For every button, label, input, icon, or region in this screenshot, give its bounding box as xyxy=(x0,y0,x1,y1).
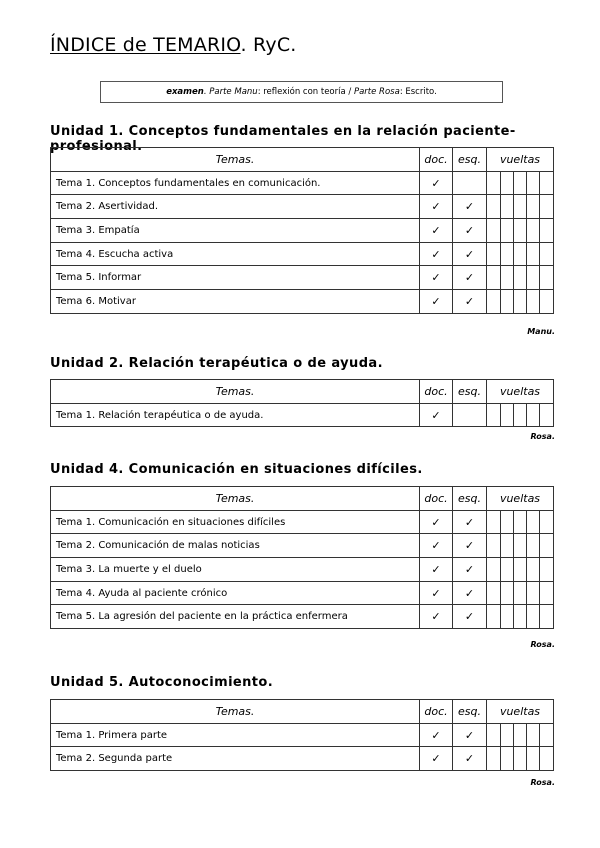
doc-check-cell: ✓ xyxy=(420,266,453,290)
table-row xyxy=(51,266,554,290)
doc-check-cell: ✓ xyxy=(420,534,453,558)
vuelta-cell xyxy=(487,290,501,314)
col-header-vueltas: vueltas xyxy=(487,487,554,511)
vuelta-cell xyxy=(527,558,540,582)
col-header-temas: Temas. xyxy=(51,148,420,172)
vuelta-cell xyxy=(487,581,501,605)
vuelta-cell xyxy=(487,558,501,582)
table-row xyxy=(51,558,554,582)
vuelta-cell xyxy=(527,581,540,605)
esq-check-cell: ✓ xyxy=(453,195,487,219)
vuelta-cell xyxy=(501,290,514,314)
vuelta-cell xyxy=(527,534,540,558)
topic-cell: Tema 3. La muerte y el duelo xyxy=(51,558,420,582)
topic-cell: Tema 5. Informar xyxy=(51,266,420,290)
esq-check-cell: ✓ xyxy=(453,510,487,534)
table-row xyxy=(51,534,554,558)
vuelta-cell xyxy=(487,219,501,243)
exam-sep: . xyxy=(203,87,210,97)
exam-manu-desc: : reflexión con teoría / xyxy=(257,87,354,97)
unit-author: Rosa. xyxy=(530,432,555,441)
table-row xyxy=(51,290,554,314)
col-header-esq: esq. xyxy=(453,148,487,172)
vuelta-cell xyxy=(487,171,501,195)
esq-check-cell: ✓ xyxy=(453,558,487,582)
table-row xyxy=(51,242,554,266)
vuelta-cell xyxy=(540,290,554,314)
unit-author: Rosa. xyxy=(530,778,555,787)
vuelta-cell xyxy=(527,510,540,534)
vuelta-cell xyxy=(501,605,514,629)
vuelta-cell xyxy=(540,510,554,534)
vuelta-cell xyxy=(540,403,554,427)
exam-rosa-desc: : Escrito. xyxy=(399,87,437,97)
topic-cell: Tema 2. Segunda parte xyxy=(51,747,420,771)
doc-check-cell: ✓ xyxy=(420,605,453,629)
doc-check-cell: ✓ xyxy=(420,581,453,605)
vuelta-cell xyxy=(540,534,554,558)
table-header-row xyxy=(51,380,554,404)
vuelta-cell xyxy=(540,723,554,747)
col-header-vueltas: vueltas xyxy=(487,700,554,724)
unit-title: Unidad 5. Autoconocimiento. xyxy=(50,675,274,690)
esq-check-cell: ✓ xyxy=(453,266,487,290)
esq-check-cell: ✓ xyxy=(453,581,487,605)
topic-cell: Tema 4. Ayuda al paciente crónico xyxy=(51,581,420,605)
col-header-temas: Temas. xyxy=(51,487,420,511)
vuelta-cell xyxy=(487,195,501,219)
vuelta-cell xyxy=(514,723,527,747)
vuelta-cell xyxy=(514,558,527,582)
vuelta-cell xyxy=(487,242,501,266)
vuelta-cell xyxy=(540,558,554,582)
table-header-row xyxy=(51,700,554,724)
vuelta-cell xyxy=(501,510,514,534)
vuelta-cell xyxy=(540,195,554,219)
vuelta-cell xyxy=(487,723,501,747)
table-header-row xyxy=(51,487,554,511)
unit-title: Unidad 1. Conceptos fundamentales en la relación paciente-profesional. xyxy=(50,124,516,154)
unit-title: Unidad 2. Relación terapéutica o de ayuda. xyxy=(50,356,383,371)
esq-check-cell: ✓ xyxy=(453,219,487,243)
doc-check-cell: ✓ xyxy=(420,242,453,266)
vuelta-cell xyxy=(514,171,527,195)
vuelta-cell xyxy=(514,242,527,266)
col-header-temas: Temas. xyxy=(51,380,420,404)
vuelta-cell xyxy=(527,747,540,771)
exam-note xyxy=(100,81,503,103)
col-header-doc: doc. xyxy=(420,148,453,172)
vuelta-cell xyxy=(501,534,514,558)
vuelta-cell xyxy=(540,747,554,771)
topic-cell: Tema 5. La agresión del paciente en la práctica enfermera xyxy=(51,605,420,629)
table-row xyxy=(51,403,554,427)
table-row xyxy=(51,605,554,629)
vuelta-cell xyxy=(540,242,554,266)
doc-check-cell: ✓ xyxy=(420,290,453,314)
vuelta-cell xyxy=(487,510,501,534)
vuelta-cell xyxy=(527,266,540,290)
vuelta-cell xyxy=(514,534,527,558)
vuelta-cell xyxy=(527,219,540,243)
unit-author: Manu. xyxy=(527,327,555,336)
vuelta-cell xyxy=(487,605,501,629)
vuelta-cell xyxy=(540,171,554,195)
vuelta-cell xyxy=(501,403,514,427)
vuelta-cell xyxy=(501,242,514,266)
table-row xyxy=(51,581,554,605)
unit-title: Unidad 4. Comunicación en situaciones difíciles. xyxy=(50,462,423,477)
vuelta-cell xyxy=(501,219,514,243)
exam-label: examen xyxy=(166,87,204,97)
vuelta-cell xyxy=(514,290,527,314)
vuelta-cell xyxy=(501,558,514,582)
unit-table xyxy=(50,699,554,771)
vuelta-cell xyxy=(527,242,540,266)
table-row xyxy=(51,510,554,534)
topic-cell: Tema 2. Comunicación de malas noticias xyxy=(51,534,420,558)
vuelta-cell xyxy=(514,219,527,243)
vuelta-cell xyxy=(540,605,554,629)
vuelta-cell xyxy=(514,510,527,534)
page-title xyxy=(50,34,297,56)
doc-check-cell: ✓ xyxy=(420,747,453,771)
unit-author: Rosa. xyxy=(530,640,555,649)
vuelta-cell xyxy=(501,581,514,605)
col-header-esq: esq. xyxy=(453,380,487,404)
table-header-row xyxy=(51,148,554,172)
vuelta-cell xyxy=(540,219,554,243)
col-header-esq: esq. xyxy=(453,487,487,511)
vuelta-cell xyxy=(514,581,527,605)
vuelta-cell xyxy=(501,266,514,290)
vuelta-cell xyxy=(540,581,554,605)
page-title-suffix: . RyC. xyxy=(240,34,297,56)
doc-check-cell: ✓ xyxy=(420,403,453,427)
unit-table xyxy=(50,147,554,314)
vuelta-cell xyxy=(527,723,540,747)
doc-check-cell: ✓ xyxy=(420,558,453,582)
vuelta-cell xyxy=(527,403,540,427)
col-header-doc: doc. xyxy=(420,700,453,724)
esq-check-cell: ✓ xyxy=(453,747,487,771)
esq-check-cell xyxy=(453,403,487,427)
col-header-doc: doc. xyxy=(420,487,453,511)
esq-check-cell xyxy=(453,171,487,195)
topic-cell: Tema 1. Comunicación en situaciones difíciles xyxy=(51,510,420,534)
col-header-temas: Temas. xyxy=(51,700,420,724)
table-row xyxy=(51,723,554,747)
topic-cell: Tema 1. Conceptos fundamentales en comunicación. xyxy=(51,171,420,195)
esq-check-cell: ✓ xyxy=(453,723,487,747)
unit-table xyxy=(50,379,554,427)
doc-check-cell: ✓ xyxy=(420,171,453,195)
vuelta-cell xyxy=(487,266,501,290)
esq-check-cell: ✓ xyxy=(453,605,487,629)
vuelta-cell xyxy=(487,534,501,558)
vuelta-cell xyxy=(527,605,540,629)
topic-cell: Tema 4. Escucha activa xyxy=(51,242,420,266)
vuelta-cell xyxy=(527,290,540,314)
exam-part-manu: Parte Manu xyxy=(209,87,258,97)
esq-check-cell: ✓ xyxy=(453,290,487,314)
vuelta-cell xyxy=(501,195,514,219)
col-header-doc: doc. xyxy=(420,380,453,404)
vuelta-cell xyxy=(514,605,527,629)
vuelta-cell xyxy=(501,747,514,771)
vuelta-cell xyxy=(501,171,514,195)
table-row xyxy=(51,747,554,771)
unit-table xyxy=(50,486,554,629)
page-title-main: ÍNDICE de TEMARIO xyxy=(50,34,241,56)
table-row xyxy=(51,171,554,195)
col-header-esq: esq. xyxy=(453,700,487,724)
vuelta-cell xyxy=(527,195,540,219)
topic-cell: Tema 2. Asertividad. xyxy=(51,195,420,219)
col-header-vueltas: vueltas xyxy=(487,380,554,404)
vuelta-cell xyxy=(514,403,527,427)
vuelta-cell xyxy=(514,747,527,771)
vuelta-cell xyxy=(527,171,540,195)
doc-check-cell: ✓ xyxy=(420,510,453,534)
vuelta-cell xyxy=(487,747,501,771)
vuelta-cell xyxy=(514,266,527,290)
doc-check-cell: ✓ xyxy=(420,219,453,243)
esq-check-cell: ✓ xyxy=(453,534,487,558)
topic-cell: Tema 1. Relación terapéutica o de ayuda. xyxy=(51,403,420,427)
vuelta-cell xyxy=(501,723,514,747)
topic-cell: Tema 1. Primera parte xyxy=(51,723,420,747)
doc-check-cell: ✓ xyxy=(420,195,453,219)
exam-part-rosa: Parte Rosa xyxy=(353,87,400,97)
topic-cell: Tema 6. Motivar xyxy=(51,290,420,314)
doc-check-cell: ✓ xyxy=(420,723,453,747)
vuelta-cell xyxy=(514,195,527,219)
table-row xyxy=(51,219,554,243)
vuelta-cell xyxy=(540,266,554,290)
table-row xyxy=(51,195,554,219)
col-header-vueltas: vueltas xyxy=(487,148,554,172)
topic-cell: Tema 3. Empatía xyxy=(51,219,420,243)
esq-check-cell: ✓ xyxy=(453,242,487,266)
vuelta-cell xyxy=(487,403,501,427)
